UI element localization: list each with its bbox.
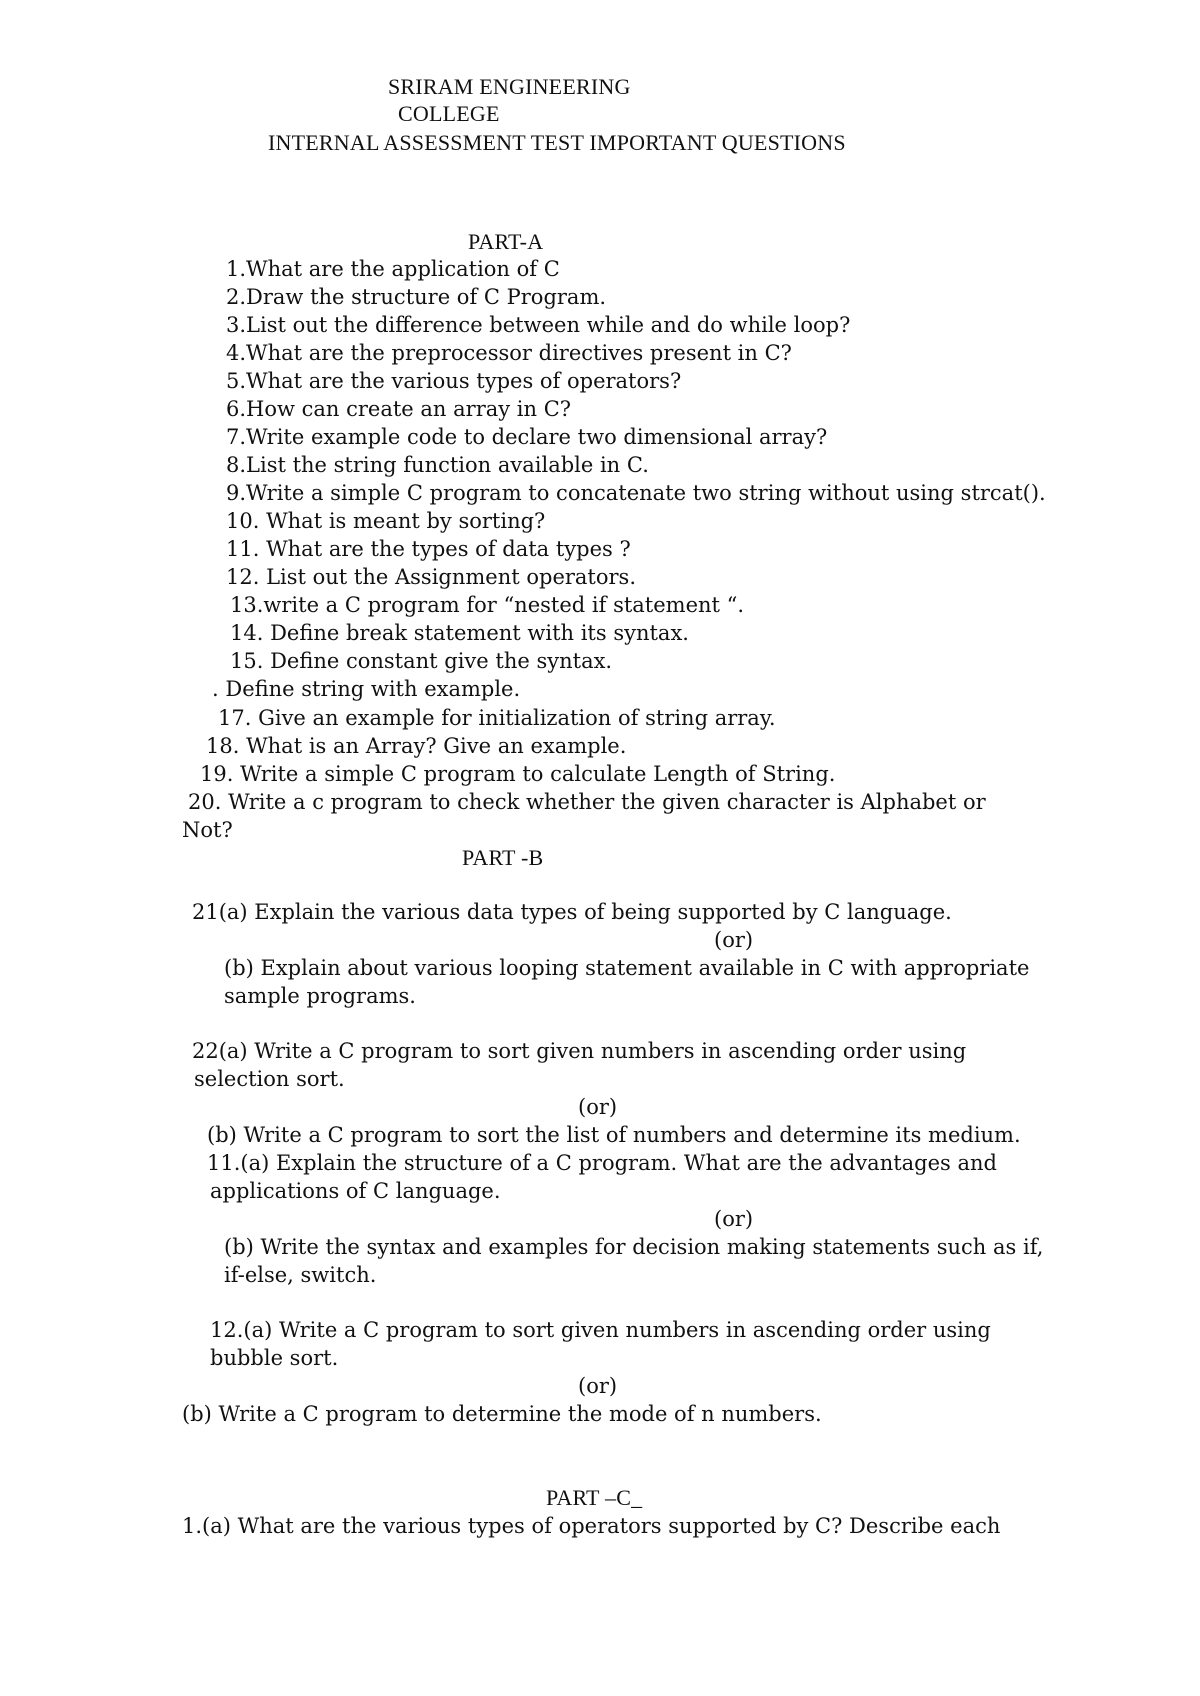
question-item: 11.(a) Explain the structure of a C program. What are the advantages and [207,1151,997,1175]
question-item-continued: applications of C language. [210,1179,501,1203]
question-item: (b) Explain about various looping statement available in C with appropriate [224,956,1030,980]
question-item-continued: if-else, switch. [224,1263,377,1287]
question-item: 8.List the string function available in C. [226,453,649,477]
or-separator: (or) [578,1374,618,1398]
question-item: 21(a) Explain the various data types of being supported by C language. [192,900,952,924]
question-item: 13.write a C program for “nested if statement “. [230,593,745,617]
question-item: 2.Draw the structure of C Program. [226,285,607,309]
or-separator: (or) [714,1207,754,1231]
college-name-line2: COLLEGE [398,101,500,126]
question-item: 12. List out the Assignment operators. [226,565,637,589]
question-item: 22(a) Write a C program to sort given numbers in ascending order using [192,1039,967,1063]
question-item: 18. What is an Array? Give an example. [206,734,627,758]
question-item: 9.Write a simple C program to concatenate two string without using strcat(). [226,481,1046,505]
test-title: INTERNAL ASSESSMENT TEST IMPORTANT QUESTIONS [268,130,846,155]
question-item: 1.(a) What are the various types of operators supported by C? Describe each [182,1514,1001,1538]
question-item-continued: bubble sort. [210,1346,339,1370]
question-item: 14. Define break statement with its syntax. [230,621,689,645]
question-item: 3.List out the difference between while and do while loop? [226,313,851,337]
question-item: . Define string with example. [212,677,521,701]
question-item: (b) Write a C program to determine the mode of n numbers. [182,1402,822,1426]
question-item: 11. What are the types of data types ? [226,537,631,561]
question-item: 12.(a) Write a C program to sort given numbers in ascending order using [210,1318,991,1342]
or-separator: (or) [578,1095,618,1119]
question-item: 5.What are the various types of operators? [226,369,682,393]
question-item: 19. Write a simple C program to calculate Length of String. [200,762,836,786]
college-name-line1: SRIRAM ENGINEERING [388,74,631,99]
question-item: 1.What are the application of C [226,257,560,281]
question-item: 6.How can create an array in C? [226,397,572,421]
or-separator: (or) [714,928,754,952]
question-item-continued: sample programs. [224,984,416,1008]
question-item: 4.What are the preprocessor directives present in C? [226,341,792,365]
part-b-heading: PART -B [462,845,544,870]
question-item: 20. Write a c program to check whether the given character is Alphabet or [188,790,986,814]
question-item: 15. Define constant give the syntax. [230,649,613,673]
question-item: 7.Write example code to declare two dimensional array? [226,425,828,449]
question-item-continued: Not? [182,818,233,842]
question-item: (b) Write a C program to sort the list of numbers and determine its medium. [207,1123,1021,1147]
question-item: 17. Give an example for initialization of string array. [218,706,776,730]
question-item-continued: selection sort. [194,1067,345,1091]
question-item: (b) Write the syntax and examples for decision making statements such as if, [224,1235,1044,1259]
part-a-heading: PART-A [468,229,544,254]
question-item: 10. What is meant by sorting? [226,509,546,533]
part-c-heading: PART –C_ [546,1485,643,1510]
